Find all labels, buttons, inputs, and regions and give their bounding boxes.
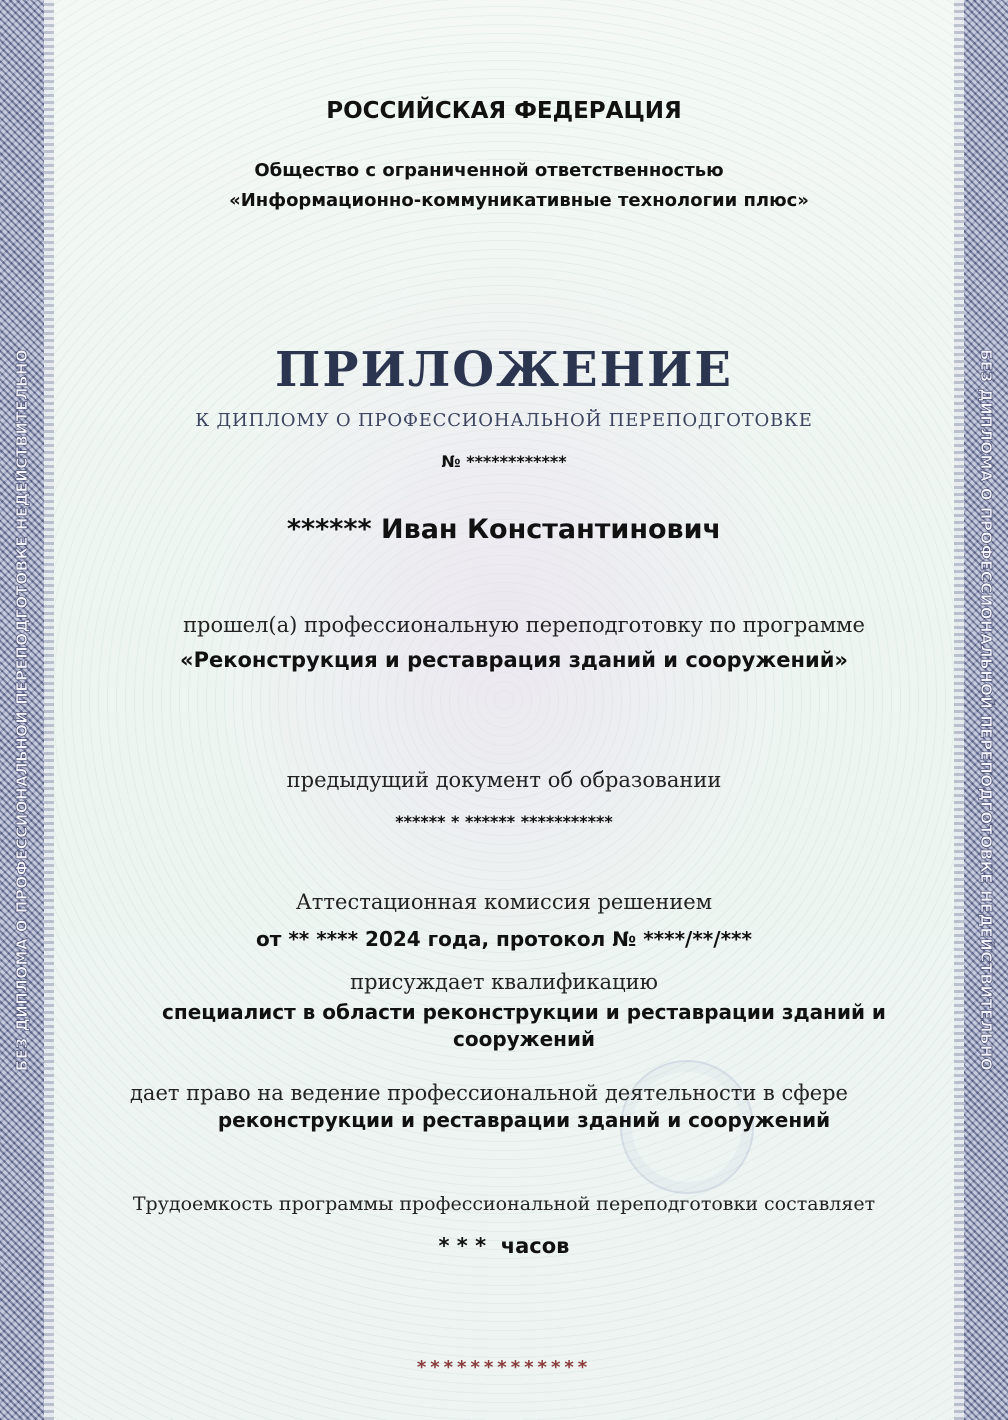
program-name: «Реконструкция и реставрация зданий и сооружений» [180, 648, 848, 672]
previous-doc-label: предыдущий документ об образовании [286, 768, 722, 792]
country-heading: РОССИЙСКАЯ ФЕДЕРАЦИЯ [326, 98, 682, 124]
previous-doc-value: ****** * ****** *********** [395, 812, 613, 831]
left-border-text: БЕЗ ДИПЛОМА О ПРОФЕССИОНАЛЬНОЙ ПЕРЕПОДГОТОВКЕ НЕДЕЙСТВИТЕЛЬНО [13, 348, 31, 1072]
qualification-line-2: сооружений [452, 1027, 595, 1051]
rights-label: дает право на ведение профессиональной деятельности в сфере [130, 1081, 848, 1105]
org-line-2: «Информационно-коммуникативные технологии плюс» [229, 190, 809, 211]
org-line-1: Общество с ограниченной ответственностью [254, 160, 724, 181]
hours-value: * * * часов [438, 1234, 570, 1258]
hours-label: Трудоемкость программы профессиональной переподготовки составляет [132, 1193, 876, 1215]
page-subtitle: К ДИПЛОМУ О ПРОФЕССИОНАЛЬНОЙ ПЕРЕПОДГОТОВКЕ [195, 410, 813, 431]
page-title: ПРИЛОЖЕНИЕ [275, 342, 733, 398]
holder-name: ****** Иван Константинович [286, 514, 722, 545]
awards-label: присуждает квалификацию [350, 970, 658, 994]
program-intro: прошел(а) профессиональную переподготовку по программе [183, 613, 865, 637]
commission-decision: от ** **** 2024 года, протокол № ****/**/*** [256, 927, 752, 951]
commission-label: Аттестационная комиссия решением [295, 890, 713, 914]
qualification-line-1: специалист в области реконструкции и реставрации зданий и [162, 1000, 886, 1024]
document-number: № ************ [441, 452, 567, 471]
rights-field: реконструкции и реставрации зданий и сооружений [217, 1108, 831, 1132]
right-border-text: БЕЗ ДИПЛОМА О ПРОФЕССИОНАЛЬНОЙ ПЕРЕПОДГОТОВКЕ НЕДЕЙСТВИТЕЛЬНО [977, 348, 995, 1072]
footer-serial: ************* [416, 1357, 592, 1378]
